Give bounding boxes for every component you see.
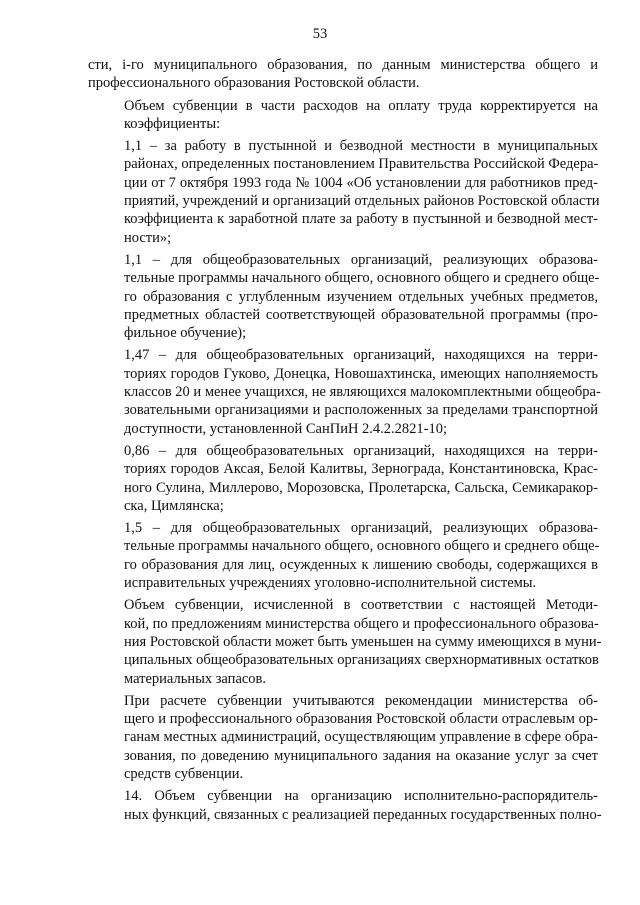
paragraph [88,596,602,687]
text-line: ска, Цимлянска; [124,497,224,514]
paragraph [88,442,598,515]
text-line: коэффициенты: [124,115,221,132]
text-line: 1,1 – за работу в пустынной и безводной местности в муниципальных [124,138,598,155]
text-line: классов 20 и менее учащихся, не являющихся малокомплектными общеобра- [124,384,601,401]
text-line: ния Ростовской области может быть уменьшен на сумму имеющихся в муни- [124,633,602,650]
text-line: го образования для лиц, осужденных к лишению свободы, содержащихся в [124,556,598,573]
paragraph [88,56,598,93]
text-line: ного Сулина, Миллерово, Морозовска, Пролетарска, Сальска, Семикаракор- [124,479,598,496]
text-line: тельные программы начального общего, основного общего и среднего обще- [124,538,600,555]
text-line: фильное обучение); [124,325,247,342]
text-line: профессионального образования Ростовской области. [88,75,420,92]
text-line: исправительных учреждениях уголовно-исполнительной системы. [124,575,537,592]
text-line: ториях городов Аксая, Белой Калитвы, Зернограда, Константиновска, Крас- [124,461,598,478]
paragraph [88,97,598,134]
text-line: щего и профессионального образования Ростовской области отраслевым ор- [124,711,598,728]
text-line: Объем субвенции в части расходов на оплату труда корректируется на [124,97,598,114]
text-line: приятий, учреждений и организаций отдельных районов Ростовской области [124,193,600,210]
text-line: сти, i-го муниципального образования, по данным министерства общего и [88,57,598,73]
text-line: ганам местных администраций, осуществляющим управление в сфере обра- [124,729,598,746]
page-number: 53 [312,26,328,42]
document-body [88,56,602,828]
text-line: 1,1 – для общеобразовательных организаций, реализующих образова- [124,251,598,268]
text-line: 0,86 – для общеобразовательных организаций, находящихся на терри- [124,442,598,459]
text-line: ции от 7 октября 1993 года № 1004 «Об установлении для работников пред- [124,174,598,191]
paragraph [88,346,601,437]
paragraph [88,787,602,824]
text-line: средств субвенции. [124,765,244,782]
text-line: тельные программы начального общего, основного общего и среднего обще- [124,270,600,287]
text-line: доступности, установленной СанПиН 2.4.2.2821-10; [124,420,448,437]
text-line: ных функций, связанных с реализацией переданных государственных полно- [124,806,602,823]
text-line: 1,47 – для общеобразовательных организаций, находящихся на терри- [124,347,598,364]
text-line: 1,5 – для общеобразовательных организаций, реализующих образова- [124,520,598,537]
text-line: го образования с углубленным изучением отдельных учебных предметов, [124,288,598,305]
paragraph [88,519,598,592]
paragraph [88,251,598,342]
text-line: ториях городов Гуково, Донецка, Новошахтинска, имеющих наполняемость [124,365,598,382]
text-line: зовательными организациями и расположенных за пределами транспортной [124,402,598,419]
text-line: материальных запасов. [124,670,267,687]
text-line: ности»; [124,229,172,246]
text-line: зования, по доведению муниципального задания на оказание услуг за счет [124,747,598,764]
text-line: районах, определенных постановлением Правительства Российской Федера- [124,156,599,173]
text-line: 14. Объем субвенции на организацию исполнительно-распорядитель- [124,788,598,805]
text-line: кой, по предложениям министерства общего и профессионального образова- [124,615,599,632]
text-line: предметных областей соответствующей образовательной программы (про- [124,306,598,323]
paragraph [88,137,598,247]
text-line: ципальных общеобразовательных организациях сверхнормативных остатков [124,652,599,669]
text-line: коэффициента к заработной плате за работу в пустынной и безводной мест- [124,211,598,228]
text-line: При расчете субвенции учитываются рекомендации министерства об- [124,692,598,709]
text-line: Объем субвенции, исчисленной в соответствии с настоящей Методи- [124,597,598,614]
paragraph [88,692,598,783]
